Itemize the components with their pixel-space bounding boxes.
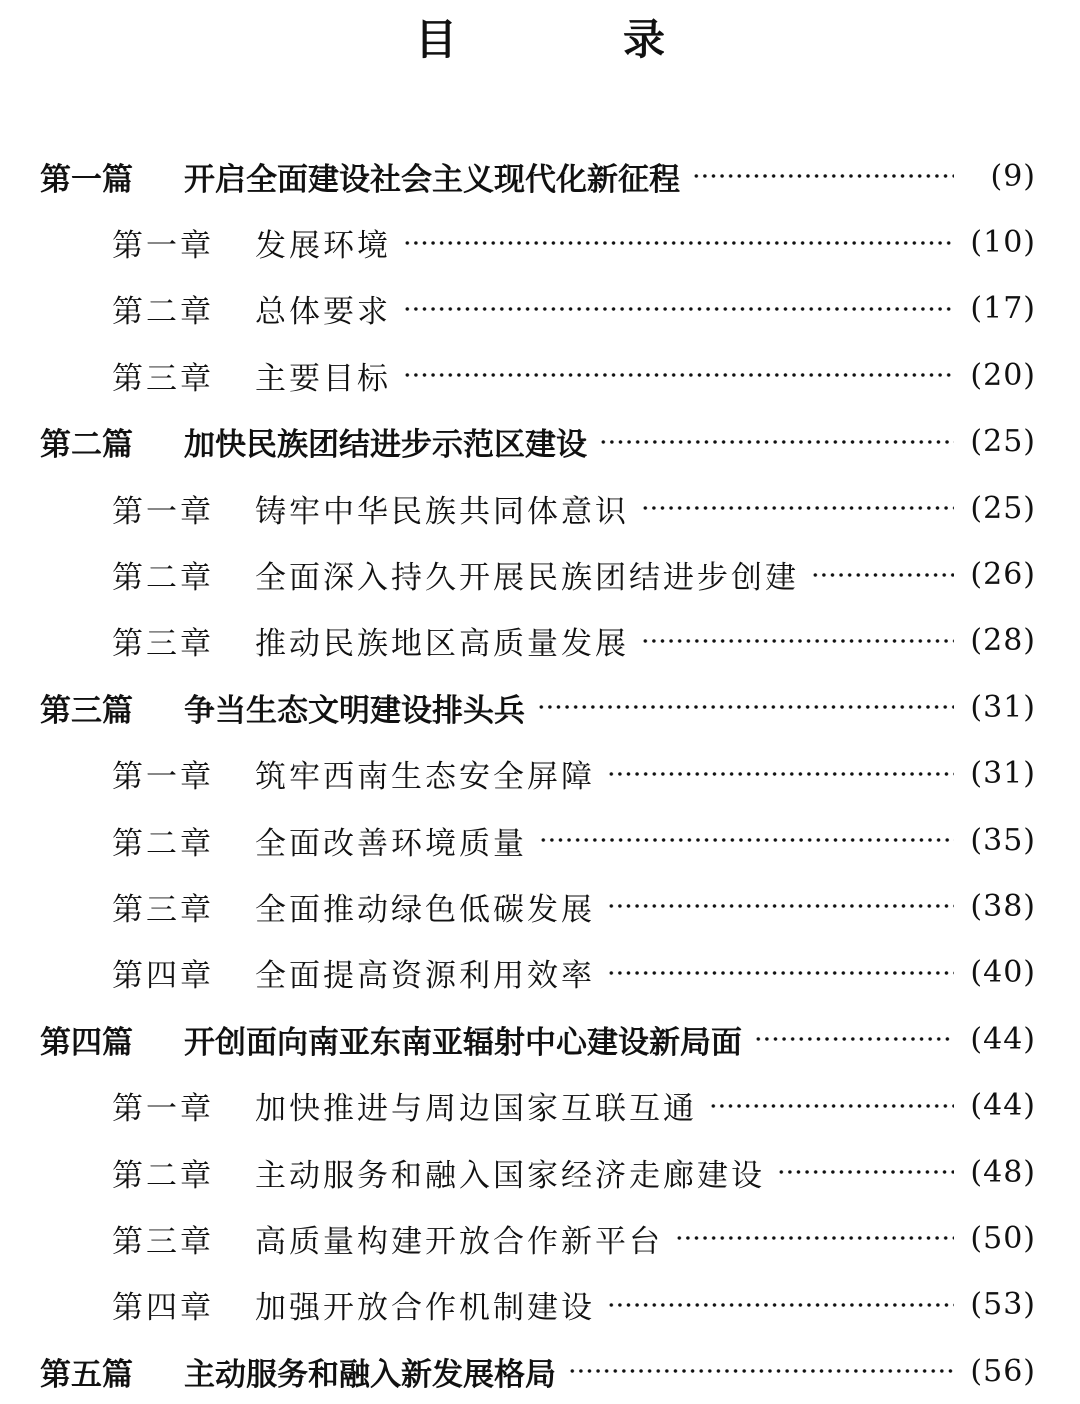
dot-leader — [607, 971, 954, 975]
toc-chapter-entry[interactable] — [0, 342, 1080, 408]
toc-chapter-heading: 高质量构建开放合作新平台 — [255, 1223, 663, 1260]
toc-part-heading: 争当生态文明建设排头兵 — [184, 692, 525, 729]
toc-part-entry[interactable] — [0, 409, 1080, 475]
toc-chapter-label: 第四章 — [112, 1290, 214, 1327]
dot-leader — [607, 904, 954, 908]
toc-chapter-entry[interactable] — [0, 940, 1080, 1006]
toc-part-heading: 开启全面建设社会主义现代化新征程 — [184, 161, 680, 198]
toc-chapter-entry[interactable] — [0, 541, 1080, 607]
toc-chapter-entry[interactable] — [0, 1072, 1080, 1138]
dot-leader — [641, 639, 954, 643]
toc-chapter-heading: 主要目标 — [255, 360, 391, 397]
dot-leader — [777, 1170, 954, 1174]
dot-leader — [709, 1104, 954, 1108]
toc-chapter-label: 第二章 — [112, 1157, 214, 1194]
toc-part-entry[interactable] — [0, 1006, 1080, 1072]
toc-chapter-entry[interactable] — [0, 209, 1080, 275]
toc-page-number: (50) — [970, 1220, 1036, 1256]
toc-chapter-heading: 铸牢中华民族共同体意识 — [255, 493, 629, 530]
toc-chapter-entry[interactable] — [0, 1205, 1080, 1271]
toc-chapter-label: 第三章 — [112, 360, 214, 397]
toc-part-label: 第五篇 — [40, 1356, 133, 1393]
dot-leader — [539, 838, 954, 842]
toc-chapter-entry[interactable] — [0, 1139, 1080, 1205]
toc-page-number: (44) — [970, 1021, 1036, 1057]
toc-page-number: (25) — [970, 424, 1036, 460]
toc-page-number: (35) — [970, 822, 1036, 858]
toc-part-label: 第二篇 — [40, 427, 133, 464]
toc-chapter-heading: 发展环境 — [255, 228, 391, 265]
toc-chapter-heading: 总体要求 — [255, 294, 391, 331]
toc-page-number: (53) — [970, 1287, 1036, 1323]
toc-chapter-heading: 全面改善环境质量 — [255, 825, 527, 862]
toc-chapter-label: 第四章 — [112, 958, 214, 995]
toc-page-number: (28) — [970, 623, 1036, 659]
toc-chapter-label: 第三章 — [112, 891, 214, 928]
toc-chapter-heading: 全面推动绿色低碳发展 — [255, 891, 595, 928]
toc-chapter-entry[interactable] — [0, 1272, 1080, 1338]
toc-page-number: (40) — [970, 955, 1036, 991]
toc-part-label: 第一篇 — [40, 161, 133, 198]
page-title: 目 录 — [414, 15, 727, 64]
toc-chapter-entry[interactable] — [0, 807, 1080, 873]
toc-page-number: (9) — [990, 158, 1036, 194]
toc-chapter-label: 第一章 — [112, 1091, 214, 1128]
toc-chapter-heading: 主动服务和融入国家经济走廊建设 — [255, 1157, 765, 1194]
toc-chapter-label: 第一章 — [112, 228, 214, 265]
toc-chapter-label: 第一章 — [112, 493, 214, 530]
toc-page-number: (25) — [970, 490, 1036, 526]
table-of-contents — [0, 143, 1080, 1404]
toc-chapter-heading: 全面提高资源利用效率 — [255, 958, 595, 995]
toc-page-number: (17) — [970, 291, 1036, 327]
dot-leader — [607, 1303, 954, 1307]
dot-leader — [607, 772, 954, 776]
toc-chapter-entry[interactable] — [0, 475, 1080, 541]
toc-part-label: 第四篇 — [40, 1024, 133, 1061]
toc-page-number: (20) — [970, 357, 1036, 393]
dot-leader — [403, 307, 954, 311]
toc-chapter-label: 第二章 — [112, 294, 214, 331]
toc-page-number: (56) — [970, 1353, 1036, 1389]
toc-page-number: (38) — [970, 888, 1036, 924]
dot-leader — [568, 1369, 954, 1373]
toc-chapter-entry[interactable] — [0, 741, 1080, 807]
dot-leader — [403, 241, 954, 245]
dot-leader — [692, 174, 954, 178]
toc-part-entry[interactable] — [0, 1338, 1080, 1404]
toc-page-number: (26) — [970, 557, 1036, 593]
toc-chapter-label: 第三章 — [112, 1223, 214, 1260]
toc-part-heading: 加快民族团结进步示范区建设 — [184, 427, 587, 464]
toc-chapter-label: 第一章 — [112, 759, 214, 796]
toc-chapter-heading: 全面深入持久开展民族团结进步创建 — [255, 560, 799, 597]
toc-part-entry[interactable] — [0, 674, 1080, 740]
toc-chapter-entry[interactable] — [0, 608, 1080, 674]
toc-chapter-label: 第二章 — [112, 825, 214, 862]
dot-leader — [403, 373, 954, 377]
toc-chapter-heading: 加快推进与周边国家互联互通 — [255, 1091, 697, 1128]
toc-chapter-label: 第三章 — [112, 626, 214, 663]
toc-page-number: (31) — [970, 689, 1036, 725]
dot-leader — [641, 506, 954, 510]
toc-chapter-heading: 加强开放合作机制建设 — [255, 1290, 595, 1327]
toc-chapter-heading: 筑牢西南生态安全屏障 — [255, 759, 595, 796]
dot-leader — [599, 440, 954, 444]
dot-leader — [754, 1037, 954, 1041]
dot-leader — [675, 1236, 954, 1240]
dot-leader — [811, 573, 954, 577]
toc-page-number: (31) — [970, 756, 1036, 792]
toc-chapter-entry[interactable] — [0, 276, 1080, 342]
toc-chapter-label: 第二章 — [112, 560, 214, 597]
toc-page-number: (48) — [970, 1154, 1036, 1190]
toc-chapter-heading: 推动民族地区高质量发展 — [255, 626, 629, 663]
toc-part-label: 第三篇 — [40, 692, 133, 729]
dot-leader — [537, 705, 954, 709]
toc-page-number: (44) — [970, 1088, 1036, 1124]
toc-part-entry[interactable] — [0, 143, 1080, 209]
toc-part-heading: 开创面向南亚东南亚辐射中心建设新局面 — [184, 1024, 742, 1061]
toc-chapter-entry[interactable] — [0, 873, 1080, 939]
toc-part-heading: 主动服务和融入新发展格局 — [184, 1356, 556, 1393]
toc-page-number: (10) — [970, 225, 1036, 261]
